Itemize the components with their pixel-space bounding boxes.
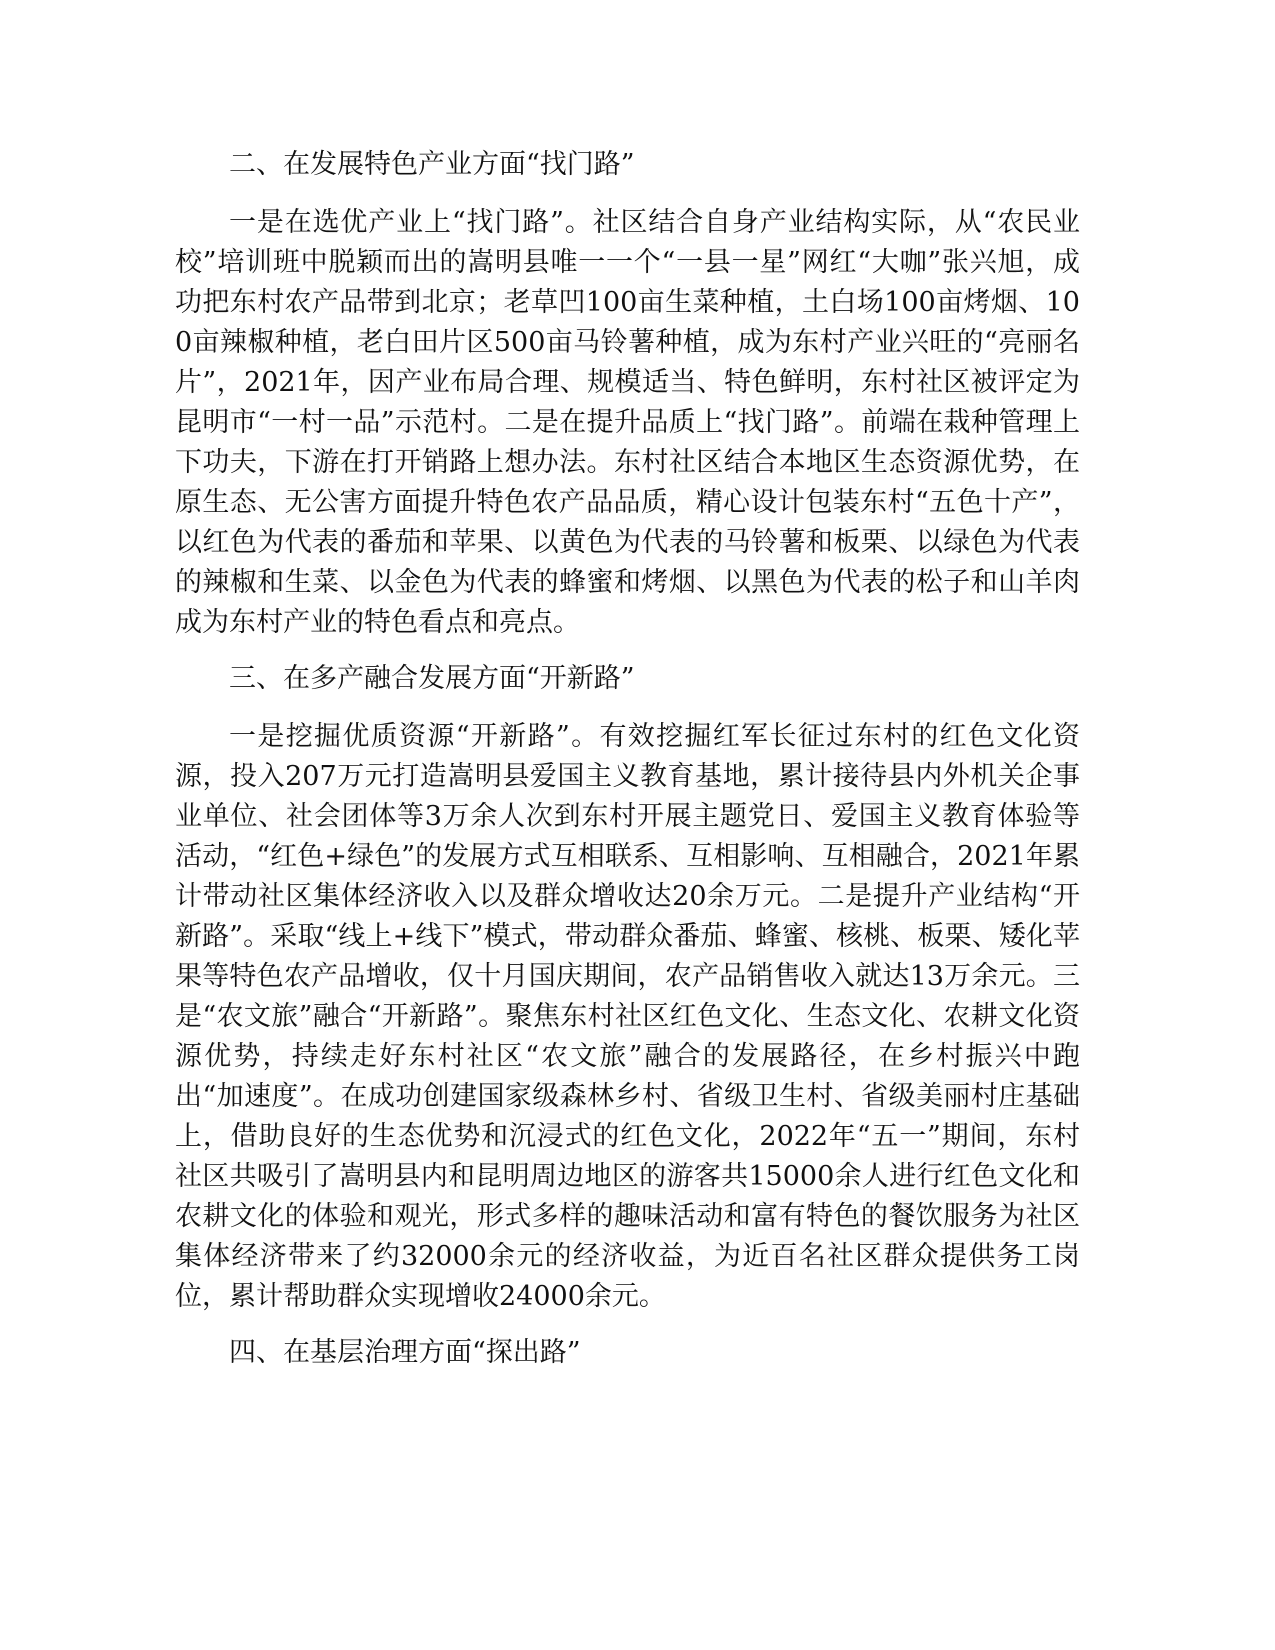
section-heading-3: 三、在多产融合发展方面“开新路”: [229, 663, 635, 694]
section-heading-2: 二、在发展特色产业方面“找门路”: [229, 149, 635, 180]
section-heading-4: 四、在基层治理方面“探出路”: [229, 1337, 581, 1368]
section-body-3: 一是挖掘优质资源“开新路”。有效挖掘红军长征过东村的红色文化资源，投入207万元打造嵩明县爱国主义教育基地，累计接待县内外机关企事业单位、社会团体等3万余人次到东村开展主题党日、爱国主义教育体验等活动，“红色+绿色”的发展方式互相联系、互相影响、互相融合，2021年累计带动社区集体经济收入以及群众增收达20余万元。二是提升产业结构“开新路”。采取“线上+线下”模式，带动群众番茄、蜂蜜、核桃、板栗、矮化苹果等特色农产品增收，仅十月国庆期间，农产品销售收入就达13万余元。三是“农文旅”融合“开新路”。聚焦东村社区红色文化、生态文化、农耕文化资源优势，持续走好东村社区“农文旅”融合的发展路径，在乡村振兴中跑出“加速度”。在成功创建国家级森林乡村、省级卫生村、省级美丽村庄基础上，借助良好的生态优势和沉浸式的红色文化，2022年“五一”期间，东村社区共吸引了嵩明县内和昆明周边地区的游客共15000余人进行红色文化和农耕文化的体验和观光，形式多样的趣味活动和富有特色的餐饮服务为社区集体经济带来了约32000余元的经济收益，为近百名社区群众提供务工岗位，累计帮助群众实现增收24000余元。: [175, 721, 1080, 1312]
document-page: [175, 135, 1080, 1391]
section-body-2: 一是在选优产业上“找门路”。社区结合自身产业结构实际，从“农民业校”培训班中脱颖而出的嵩明县唯一一个“一县一星”网红“大咖”张兴旭，成功把东村农产品带到北京；老草凹100亩生菜种植，土白场100亩烤烟、100亩辣椒种植，老白田片区500亩马铃薯种植，成为东村产业兴旺的“亮丽名片”，2021年，因产业布局合理、规模适当、特色鲜明，东村社区被评定为昆明市“一村一品”示范村。二是在提升品质上“找门路”。前端在栽种管理上下功夫，下游在打开销路上想办法。东村社区结合本地区生态资源优势，在原生态、无公害方面提升特色农产品品质，精心设计包装东村“五色十产”，以红色为代表的番茄和苹果、以黄色为代表的马铃薯和板栗、以绿色为代表的辣椒和生菜、以金色为代表的蜂蜜和烤烟、以黑色为代表的松子和山羊肉成为东村产业的特色看点和亮点。: [175, 207, 1080, 638]
